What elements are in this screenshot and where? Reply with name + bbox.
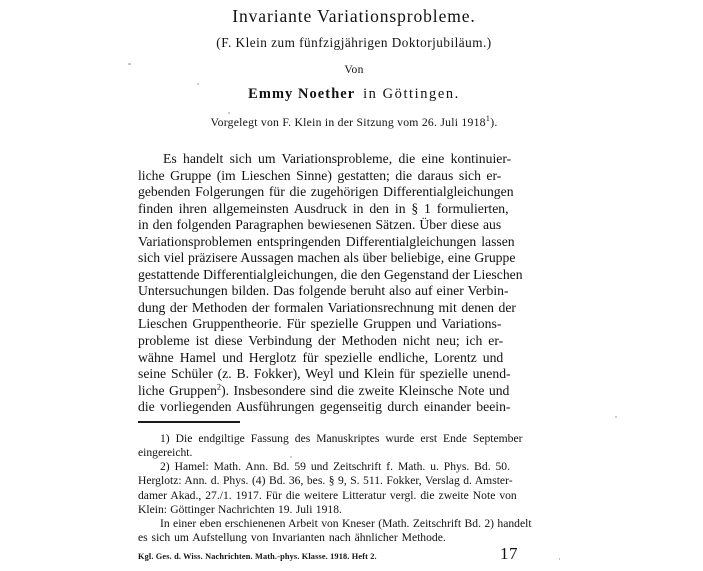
article-masthead [138, 4, 570, 133]
body-line-text: liche Gruppen [138, 382, 217, 398]
footnote-line-text: Klein: Göttinger Nachrichten 19. Juli 1918. [138, 502, 342, 516]
footnote-line [138, 432, 570, 446]
page-title: Invariante Variationsprobleme. [232, 6, 476, 26]
scan-speck: · [558, 554, 561, 564]
presentation-note [138, 113, 570, 133]
footnote-line [138, 460, 570, 474]
byline-preposition: Von [344, 63, 364, 76]
author-affiliation: in Göttingen. [363, 86, 460, 102]
body-line [138, 250, 570, 267]
body-line-text: ). Insbesondere sind die zweite Kleinsche Note und [221, 382, 510, 398]
body-line [138, 283, 570, 300]
page-footer [138, 544, 570, 568]
body-line [138, 399, 570, 416]
body-line-text: liche Gruppe (im Lieschen Sinne) gestatten; die daraus sich er- [138, 167, 502, 183]
body-line-text: die vorliegenden Ausführungen gegenseitig durch einander beein- [138, 399, 511, 415]
body-line [138, 350, 570, 367]
footnote-line [138, 531, 570, 545]
body-line-text: probleme ist diese Verbindung der Methoden nicht neu; ich er- [138, 333, 504, 349]
footnote-line-text: In einer eben erschienenen Arbeit von Kneser (Math. Zeitschrift Bd. 2) handelt [160, 516, 532, 530]
body-line-text: dung der Methoden der formalen Variationsrechnung mit denen der [138, 299, 516, 315]
body-line-text: sich viel präzisere Aussagen machen als über beliebige, eine Gruppe [138, 250, 516, 266]
scan-speck [128, 63, 131, 65]
body-line [138, 234, 570, 251]
footnote-line [138, 517, 570, 531]
footnote-line-text: Hamel: Math. Ann. Bd. 59 und Zeitschrift f. Math. u. Phys. Bd. 50. [174, 460, 510, 474]
footnote-line-text: Herglotz: Ann. d. Phys. (4) Bd. 36, bes. § 9, S. 511. Fokker, Verslag d. Amster- [138, 474, 513, 488]
footnote-marker-1: 1 [485, 114, 491, 124]
footnote-line [138, 446, 570, 460]
footnote-line-text: es sich um Aufstellung von Invarianten nach ähnlicher Methode. [138, 530, 446, 544]
body-line-text: Es handelt sich um Variationsprobleme, die eine kontinuier- [163, 151, 512, 166]
body-line-text: gestattende Differentialgleichungen, die den Gegenstand der Lieschen [138, 266, 523, 282]
footnote-line-text: Die endgiltige Fassung des Manuskriptes wurde erst Ende September [175, 432, 523, 445]
body-line [138, 316, 570, 333]
body-line [138, 333, 570, 350]
footnote-marker-2: 2 [216, 382, 222, 392]
presentation-note-text: Vorgelegt von F. Klein in der Sitzung vom 26. Juli 1918 [210, 116, 486, 129]
footnote-line-text: eingereicht. [138, 446, 193, 460]
body-line [138, 151, 570, 168]
body-line [138, 217, 570, 234]
presentation-note-tail: ). [490, 116, 498, 129]
body-line-text: finden ihren allgemeinsten Ausdruck in den in § 1 formulierten, [138, 200, 509, 216]
body-line [138, 300, 570, 317]
body-line-text: Lieschen Gruppentheorie. Für spezielle Gruppen und Variations- [138, 316, 502, 332]
journal-running-footer: Kgl. Ges. d. Wiss. Nachrichten. Math.-phys. Klasse. 1918. Heft 2. [138, 552, 377, 561]
body-line [138, 184, 570, 201]
footnotes-section [138, 432, 570, 545]
article-body [138, 151, 570, 416]
footnote-marker: 1) [160, 432, 170, 445]
scan-speck [615, 416, 617, 418]
body-line [138, 168, 570, 185]
footnote-marker: 2) [160, 460, 170, 474]
author-name: Emmy Noether [248, 86, 356, 102]
author-byline [138, 83, 570, 105]
body-line [138, 267, 570, 284]
body-line [138, 201, 570, 218]
body-line [138, 366, 570, 383]
body-line-text: Untersuchungen bilden. Das folgende beruht also auf einer Verbin- [138, 283, 509, 299]
footnote-line-text: damer Akad., 27./1. 1917. Für die weitere Litteratur vergl. die zweite Note von [138, 488, 517, 502]
footnote-line [138, 474, 570, 488]
body-line-text: seine Schüler (z. B. Fokker), Weyl und Klein für spezielle unend- [138, 366, 511, 382]
footnote-line [138, 503, 570, 517]
body-line-text: gebenden Folgerungen für die zugehörigen Differentialgleichungen [138, 184, 514, 200]
body-line-text: Variationsproblemen entspringenden Differentialgleichungen lassen [138, 233, 515, 249]
footnote-separator-rule [138, 421, 240, 423]
body-line-text: wähne Hamel und Herglotz für spezielle endliche, Lorentz und [138, 349, 504, 365]
footnote-line [138, 489, 570, 503]
page-number: 17 [500, 544, 518, 563]
body-line [138, 383, 570, 400]
body-line-text: in den folgenden Paragraphen bewiesenen Sätzen. Über diese aus [138, 217, 502, 233]
dedication-subtitle: (F. Klein zum fünfzigjährigen Doktorjubiläum.) [216, 35, 492, 50]
